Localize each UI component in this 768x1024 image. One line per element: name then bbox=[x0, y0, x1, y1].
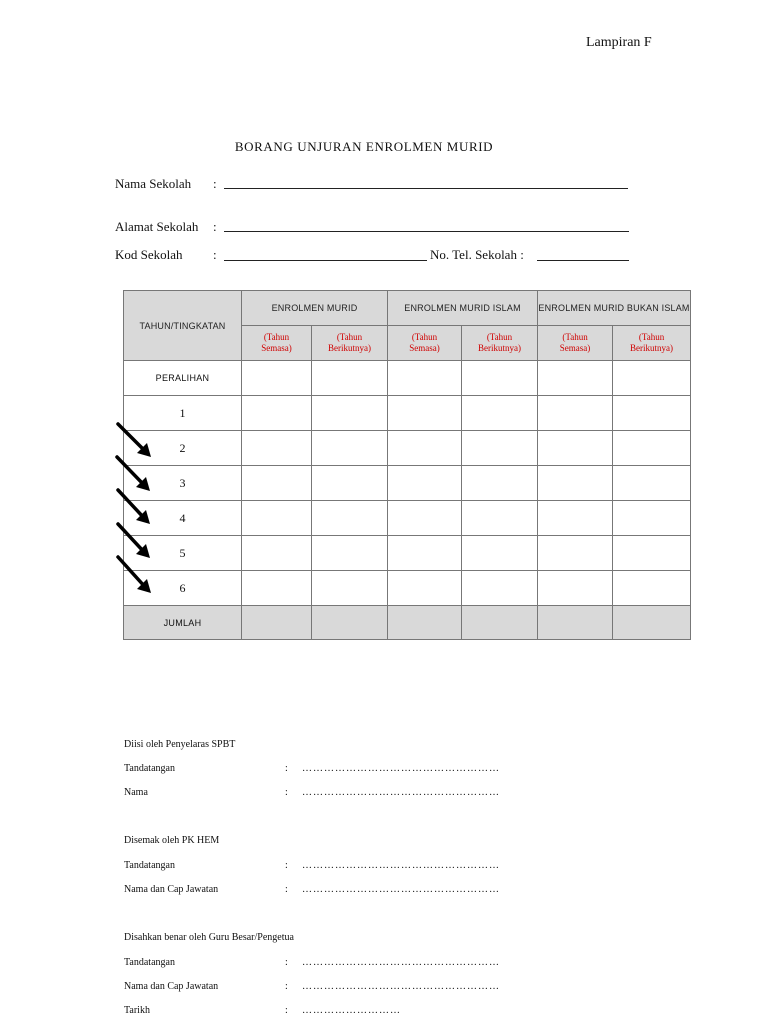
colon: : bbox=[285, 884, 288, 895]
kod-sekolah-label: Kod Sekolah bbox=[115, 247, 183, 262]
row-label: 6 bbox=[124, 571, 242, 606]
colon: : bbox=[285, 957, 288, 968]
colon: : bbox=[285, 763, 288, 774]
row-label: 5 bbox=[124, 536, 242, 571]
section-heading: Disemak oleh PK HEM bbox=[124, 835, 220, 846]
sub-header-semasa: (Tahun Semasa) bbox=[538, 326, 613, 361]
signature-field[interactable]: ……………………………………………… bbox=[302, 763, 500, 774]
arrow-icon bbox=[117, 457, 150, 491]
signature-line-label: Nama bbox=[124, 787, 148, 798]
tel-sekolah-label: No. Tel. Sekolah : bbox=[430, 247, 524, 262]
row-label: 2 bbox=[124, 431, 242, 466]
signature-line-label: Tandatangan bbox=[124, 763, 175, 774]
row-label: 3 bbox=[124, 466, 242, 501]
row-label: 4 bbox=[124, 501, 242, 536]
row-label: 1 bbox=[124, 396, 242, 431]
section-heading: Diisi oleh Penyelaras SPBT bbox=[124, 739, 236, 750]
group-header-bukan-islam: ENROLMEN MURID BUKAN ISLAM bbox=[538, 291, 691, 326]
sub-header-berikutnya: (Tahun Berikutnya) bbox=[462, 326, 538, 361]
arrow-icon bbox=[118, 490, 150, 524]
group-header-islam: ENROLMEN MURID ISLAM bbox=[388, 291, 538, 326]
sub-header-semasa: (Tahun Semasa) bbox=[242, 326, 312, 361]
arrow-icon bbox=[118, 524, 150, 558]
lampiran-label: Lampiran F bbox=[586, 35, 652, 50]
signature-field[interactable]: ……………………………………………… bbox=[302, 860, 500, 871]
arrow-icon bbox=[118, 557, 151, 593]
signature-line-label: Tandatangan bbox=[124, 860, 175, 871]
colon: : bbox=[213, 219, 217, 234]
sub-header-semasa: (Tahun Semasa) bbox=[388, 326, 462, 361]
colon: : bbox=[213, 247, 217, 262]
signature-line-label: Nama dan Cap Jawatan bbox=[124, 884, 219, 895]
colon: : bbox=[285, 1005, 288, 1016]
signature-line-label: Tandatangan bbox=[124, 957, 175, 968]
colon: : bbox=[285, 787, 288, 798]
signature-field[interactable]: ……………………………………………… bbox=[302, 957, 500, 968]
row-header-cell: TAHUN/TINGKATAN bbox=[124, 291, 242, 361]
signature-line-label: Nama dan Cap Jawatan bbox=[124, 981, 219, 992]
sub-header-berikutnya: (Tahun Berikutnya) bbox=[312, 326, 388, 361]
nama-sekolah-label: Nama Sekolah bbox=[115, 176, 192, 191]
group-header-enrolmen: ENROLMEN MURID bbox=[242, 291, 388, 326]
name-field[interactable]: ……………………………………………… bbox=[302, 787, 500, 798]
date-field[interactable]: ……………………… bbox=[302, 1005, 401, 1016]
form-title: BORANG UNJURAN ENROLMEN MURID bbox=[234, 139, 494, 154]
alamat-sekolah-label: Alamat Sekolah bbox=[115, 219, 199, 234]
section-heading: Disahkan benar oleh Guru Besar/Pengetua bbox=[124, 932, 294, 943]
name-field[interactable]: ……………………………………………… bbox=[302, 884, 500, 895]
colon: : bbox=[285, 860, 288, 871]
arrow-icon bbox=[118, 424, 151, 457]
name-field[interactable]: ……………………………………………… bbox=[302, 981, 500, 992]
total-label: JUMLAH bbox=[124, 606, 242, 640]
colon: : bbox=[213, 176, 217, 191]
signature-line-label: Tarikh bbox=[124, 1005, 150, 1016]
colon: : bbox=[285, 981, 288, 992]
row-label: PERALIHAN bbox=[124, 361, 242, 396]
sub-header-berikutnya: (Tahun Berikutnya) bbox=[613, 326, 691, 361]
